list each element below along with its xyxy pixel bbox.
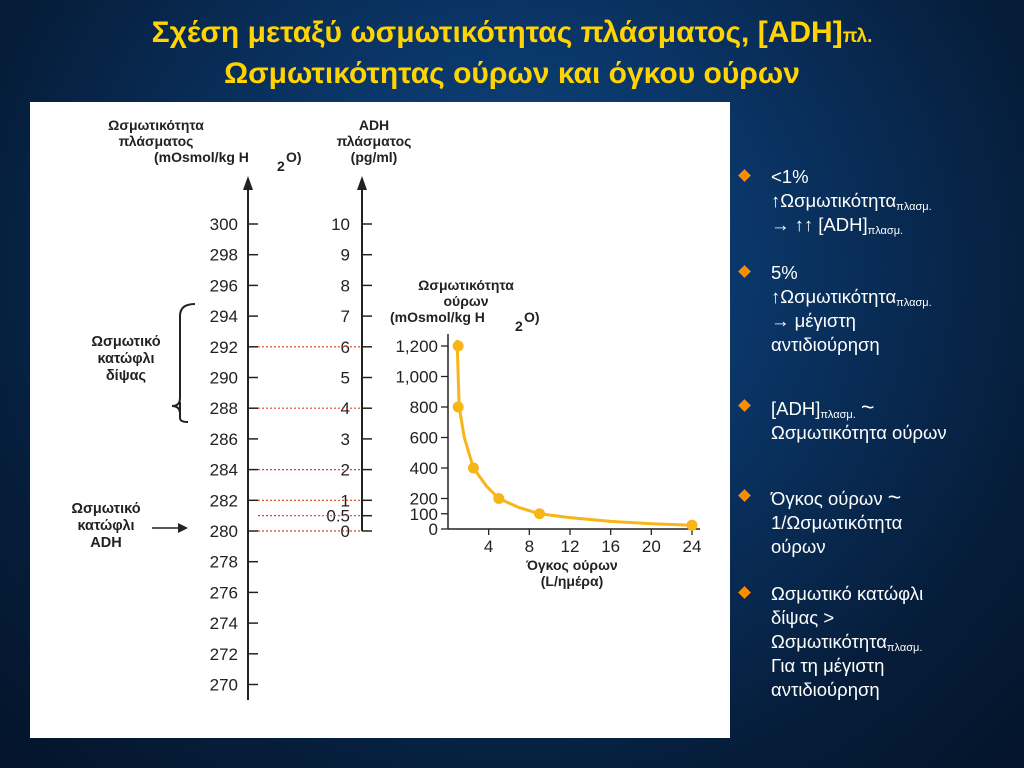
urine-osm-tick-label: 600	[409, 428, 438, 448]
adh-tick-label: 9	[340, 245, 350, 265]
urine-osm-tick-label: 800	[409, 398, 438, 417]
adh-tick-label: 10	[331, 215, 350, 234]
plasma-osm-tick-label: 272	[209, 644, 238, 664]
bullet-text: → ↑↑ [ADH]	[771, 214, 868, 235]
title-line-1-text: Σχέση μεταξύ ωσμωτικότητας πλάσματος, [ADH]	[151, 16, 843, 49]
plasma-osm-header-line-3a: (mOsmol/kg H	[154, 149, 249, 165]
bullet-text: ↑Ωσμωτικότητα	[771, 286, 897, 307]
urine-osm-curve	[457, 340, 692, 525]
bullet-subscript: πλασμ.	[896, 297, 932, 309]
urine-volume-tick-label: 8	[524, 537, 535, 556]
bullet-subscript: πλασμ.	[896, 201, 932, 213]
bullet-text: [ADH]	[771, 398, 821, 419]
figure-panel	[30, 102, 730, 738]
bullet-text: Για τη μέγιστη	[771, 655, 885, 676]
urine-volume-axis-label-line-2: (L/ημέρα)	[540, 573, 604, 589]
osmolality-adh-diagram	[30, 102, 730, 738]
urine-osm-tick-label: 0	[428, 520, 438, 539]
adh-tick-label: 5	[340, 368, 350, 388]
bullet-text: ~	[860, 394, 875, 420]
adh-tick-label: 6	[340, 337, 350, 357]
adh-threshold-arrow-head	[178, 523, 188, 533]
urine-osm-header-line-3a: (mOsmol/kg H	[390, 309, 485, 325]
urine-osm-tick-label: 200	[409, 489, 438, 509]
plasma-osm-header-line-3b: O)	[286, 149, 302, 165]
bullet-text: Όγκος ούρων	[771, 488, 888, 509]
bullet-diamond-icon	[738, 265, 751, 278]
urine-volume-tick-label: 4	[483, 537, 494, 556]
adh-tick-label: 2	[340, 460, 350, 480]
urine-osm-header-line-3b: O)	[524, 309, 540, 325]
bullet-text: 1/Ωσμωτικότητα	[771, 512, 903, 533]
plasma-osm-tick-label: 290	[209, 368, 238, 388]
thirst-threshold-label-line-3: δίψας	[105, 368, 147, 384]
bullet-text: αντιδιούρηση	[771, 334, 880, 355]
urine-volume-tick-label: 24	[682, 537, 702, 556]
plasma-osm-tick-label: 286	[209, 429, 238, 449]
bullet-text: → μέγιστη	[771, 310, 856, 331]
bullet-text: ↑Ωσμωτικότητα	[771, 190, 897, 211]
plasma-osm-axis-arrow	[243, 176, 253, 190]
bullet-text: ~	[887, 484, 902, 510]
bullet-subscript: πλασμ.	[867, 225, 904, 237]
plasma-osm-tick-label: 292	[209, 337, 238, 357]
urine-osm-data-point	[453, 341, 464, 352]
adh-tick-label: 7	[340, 307, 350, 327]
plasma-osm-tick-label: 278	[209, 552, 238, 572]
plasma-osm-tick-label: 282	[209, 491, 238, 511]
bullet-diamond-icon	[738, 586, 751, 599]
adh-tick-label: 0.5	[326, 506, 350, 526]
bullet-item	[737, 165, 1024, 237]
bullet-text: δίψας >	[771, 607, 835, 628]
adh-tick-label: 0	[340, 522, 350, 541]
adh-threshold-label-line-2: κατώφλι	[77, 518, 135, 534]
adh-threshold-label-line-1: Ωσμωτικό	[71, 501, 141, 517]
plasma-osm-header-line-1: Ωσμωτικότητα	[108, 117, 204, 133]
plasma-osm-tick-label: 288	[209, 399, 238, 419]
bullet-item	[737, 485, 1024, 559]
bullet-diamond-icon	[738, 489, 751, 502]
plasma-osm-tick-label: 298	[209, 245, 238, 265]
adh-axis-arrow	[357, 176, 367, 190]
plasma-osm-tick-label: 274	[209, 614, 238, 634]
bullet-text: Ωσμωτικό κατώφλι	[771, 583, 924, 604]
title-line-1	[0, 14, 1024, 55]
thirst-threshold-label-line-2: κατώφλι	[97, 351, 155, 367]
plasma-osm-tick-label: 284	[209, 460, 238, 480]
urine-osm-tick-label: 1,000	[395, 367, 438, 387]
urine-volume-axis-label-line-1: Όγκος ούρων	[526, 557, 618, 573]
urine-volume-tick-label: 16	[601, 537, 621, 556]
adh-header-line-1: ADH	[358, 117, 390, 133]
adh-tick-label: 1	[340, 491, 350, 511]
adh-header-line-3: (pg/ml)	[350, 149, 398, 165]
bullet-subscript: πλασμ.	[820, 409, 856, 421]
plasma-osm-tick-label: 294	[209, 307, 238, 327]
urine-osm-tick-label: 1,200	[395, 337, 438, 356]
urine-volume-tick-label: 20	[641, 537, 661, 556]
bullet-item	[737, 261, 1024, 357]
adh-tick-label: 8	[340, 276, 350, 296]
urine-osm-tick-label: 400	[409, 459, 438, 478]
bullet-text: αντιδιούρηση	[771, 679, 880, 700]
adh-tick-label: 4	[340, 399, 350, 419]
bullet-subscript: πλασμ.	[886, 642, 923, 654]
urine-volume-tick-label: 12	[560, 537, 580, 556]
bullet-diamond-icon	[738, 169, 751, 182]
urine-osm-header-line-1: Ωσμωτικότητα	[418, 277, 514, 293]
slide-title	[0, 14, 1024, 92]
urine-osm-header-line-2: ούρων	[443, 293, 489, 309]
title-line-2: Ωσμωτικότητας ούρων και όγκου ούρων	[224, 57, 800, 90]
bullet-diamond-icon	[738, 399, 751, 412]
bullet-item	[737, 582, 1024, 702]
urine-osm-data-point	[493, 493, 504, 504]
urine-osm-data-point	[534, 508, 545, 519]
bullet-text: Ωσμωτικότητα	[771, 631, 887, 652]
plasma-osm-tick-label: 276	[209, 583, 238, 603]
urine-osm-data-point	[468, 463, 479, 474]
bullet-text: 5%	[771, 262, 798, 283]
plasma-osm-tick-label: 280	[209, 522, 238, 541]
bullet-item	[737, 395, 1024, 445]
thirst-threshold-label-line-1: Ωσμωτικό	[91, 334, 161, 350]
bullet-text: <1%	[771, 166, 809, 187]
adh-header-line-2: πλάσματος	[336, 133, 412, 149]
adh-tick-label: 3	[340, 429, 350, 449]
bullet-text: Ωσμωτικότητα ούρων	[771, 422, 947, 443]
title-line-1-subscript: πλ.	[842, 26, 873, 47]
urine-osm-tick-label: 100	[409, 504, 438, 524]
thirst-threshold-bracket	[172, 304, 195, 422]
plasma-osm-header-subscript: 2	[277, 158, 285, 174]
adh-threshold-label-line-3: ADH	[90, 535, 122, 551]
urine-osm-data-point	[453, 402, 464, 413]
urine-osm-data-point	[687, 520, 698, 531]
plasma-osm-tick-label: 270	[209, 675, 238, 695]
plasma-osm-header-line-2: πλάσματος	[118, 133, 194, 149]
urine-osm-header-subscript: 2	[515, 318, 523, 334]
plasma-osm-tick-label: 300	[209, 215, 238, 234]
plasma-osm-tick-label: 296	[209, 276, 238, 296]
bullet-text: ούρων	[771, 536, 826, 557]
